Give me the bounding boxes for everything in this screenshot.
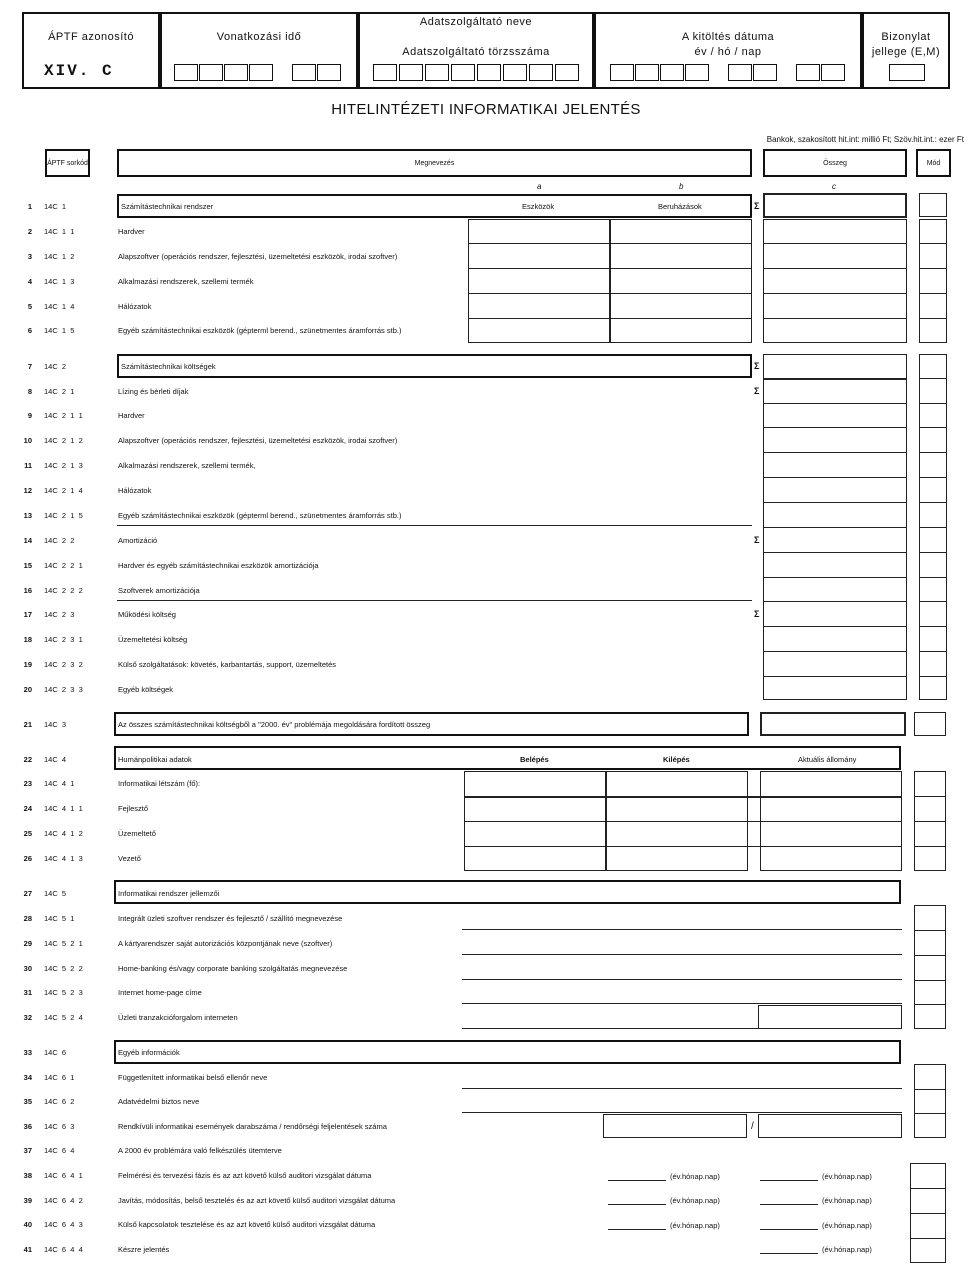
row-code: 14C 1 2 <box>44 252 75 261</box>
doc-type-label: Bizonylat <box>881 31 931 43</box>
row-label: Számítástechnikai költségek <box>121 362 216 371</box>
col-letter-b: b <box>679 182 684 191</box>
row-number: 19 <box>23 660 32 669</box>
current-col-label: Aktuális állomány <box>798 755 857 764</box>
row-label: Home-banking és/vagy corporate banking szolgáltatás megnevezése <box>118 964 348 973</box>
doc-type-box <box>862 12 950 89</box>
row-code: 14C 2 1 4 <box>44 486 83 495</box>
row-number: 4 <box>27 277 32 286</box>
row-label: Hardver <box>118 411 145 420</box>
total-grid[interactable] <box>763 219 907 343</box>
slash-separator: / <box>751 1121 754 1132</box>
row-label: A kártyarendszer saját autorizációs központjának neve (szoftver) <box>118 939 333 948</box>
row-label: Hálózatok <box>118 302 152 311</box>
row-code: 14C 2 1 <box>44 387 75 396</box>
row-code: 14C 2 3 <box>44 610 75 619</box>
investments-grid[interactable] <box>610 219 752 343</box>
row-label: Rendkívüli informatikai események darabszáma / rendőrségi feljelentések száma <box>118 1122 387 1131</box>
provider-reg-digit[interactable] <box>529 64 553 81</box>
date-hint: (év.hónap.nap) <box>670 1196 720 1205</box>
row-code: 14C 1 1 <box>44 227 75 236</box>
y2k-mode-input[interactable] <box>914 712 946 736</box>
row-code: 14C 2 3 3 <box>44 685 83 694</box>
date-digit[interactable] <box>796 64 820 81</box>
row-label: Informatikai rendszer jellemzői <box>118 889 220 898</box>
row-code: 14C 5 <box>44 889 67 898</box>
row-number: 10 <box>23 436 32 445</box>
row-code: 14C 4 1 2 <box>44 829 83 838</box>
row-label: A 2000 év problémára való felkészülés ütemterve <box>118 1146 282 1155</box>
row-code: 14C 2 1 2 <box>44 436 83 445</box>
date-digit[interactable] <box>660 64 684 81</box>
mode-header: Mód <box>916 149 951 177</box>
row-code: 14C 5 2 1 <box>44 939 83 948</box>
section-1-box <box>117 194 752 218</box>
date-hint: (év.hónap.nap) <box>670 1172 720 1181</box>
date-hint: (év.hónap.nap) <box>822 1245 872 1254</box>
period-box <box>160 12 358 89</box>
provider-reg-digit[interactable] <box>425 64 449 81</box>
section-5-box <box>114 880 901 904</box>
row-label: Felmérési és tervezési fázis és az azt követő külső auditori vizsgálat dátuma <box>118 1171 372 1180</box>
row-label: Számítástechnikai rendszer <box>121 202 214 211</box>
row-number: 22 <box>23 755 32 764</box>
row-number: 11 <box>24 461 32 470</box>
row-number: 40 <box>23 1220 32 1229</box>
row-number: 1 <box>27 202 32 211</box>
provider-reg-digit[interactable] <box>373 64 397 81</box>
sigma-mark: Σ <box>754 609 760 619</box>
mode-grid[interactable] <box>914 1064 946 1138</box>
units-note: Bankok, szakosított hit.int: millió Ft; Szöv.hit.int.: ezer Ft <box>766 135 964 144</box>
section-2-box <box>117 354 752 378</box>
row-label: Alkalmazási rendszerek, szellemi termék, <box>118 461 256 470</box>
row-number: 13 <box>23 511 32 520</box>
row-code: 14C 4 1 1 <box>44 804 83 813</box>
provider-reg-label: Adatszolgáltató törzsszáma <box>402 46 550 58</box>
row-code: 14C 6 4 <box>44 1146 75 1155</box>
row-label: Egyéb számítástechnikai eszközök (gépterml berend., szünetmentes áramforrás stb.) <box>118 326 402 335</box>
row-number: 8 <box>27 387 32 396</box>
row-label: Külső szolgáltatások: követés, karbantartás, support, üzemeltetés <box>118 660 337 669</box>
row-label: Hálózatok <box>118 486 152 495</box>
row-code: 14C 2 1 3 <box>44 461 83 470</box>
period-digit[interactable] <box>199 64 223 81</box>
row-number: 37 <box>23 1146 32 1155</box>
internet-transactions-input[interactable] <box>758 1005 902 1029</box>
row-number: 36 <box>23 1122 32 1131</box>
row-number: 35 <box>23 1097 32 1106</box>
row-label: Szoftverek amortizációja <box>118 586 200 595</box>
date-digit[interactable] <box>821 64 845 81</box>
row-number: 12 <box>23 486 32 495</box>
row-number: 7 <box>27 362 32 371</box>
mode-grid[interactable] <box>919 219 947 343</box>
row-label: Készre jelentés <box>118 1245 170 1254</box>
row-number: 2 <box>27 227 32 236</box>
row-label: Egyéb számítástechnikai eszközök (gépterml berend., szünetmentes áramforrás stb.) <box>118 511 402 520</box>
row-label: Hardver <box>118 227 145 236</box>
row-code: 14C 6 <box>44 1048 67 1057</box>
mode-grid[interactable] <box>914 905 946 1029</box>
row-code: 14C 4 1 <box>44 779 75 788</box>
aptf-id-value: XIV. C <box>44 62 114 80</box>
row-code: 14C 1 3 <box>44 277 75 286</box>
row-number: 6 <box>27 326 32 335</box>
row-code: 14C 6 4 1 <box>44 1171 83 1180</box>
row-code: 14C 5 2 2 <box>44 964 83 973</box>
police-reports-input[interactable] <box>758 1114 902 1138</box>
period-digit[interactable] <box>292 64 316 81</box>
row-label: Vezető <box>118 854 141 863</box>
date-format-label: év / hó / nap <box>694 46 762 58</box>
row-label: Az összes számítástechnikai költségből a "2000. év" problémája megoldására fordított összeg <box>118 720 431 729</box>
row-number: 34 <box>23 1073 32 1082</box>
row-code: 14C 6 4 4 <box>44 1245 83 1254</box>
row-label: Informatikai létszám (fő): <box>118 779 201 788</box>
row-code: 14C 6 4 3 <box>44 1220 83 1229</box>
investments-col-label: Beruházások <box>658 202 702 211</box>
row-code: 14C 5 1 <box>44 914 75 923</box>
date-hint: (év.hónap.nap) <box>822 1196 872 1205</box>
row-number: 15 <box>23 561 32 570</box>
row-code: 14C 2 2 2 <box>44 586 83 595</box>
period-digit[interactable] <box>224 64 248 81</box>
row-number: 20 <box>23 685 32 694</box>
row-number: 25 <box>23 829 32 838</box>
row-label: Integrált üzleti szoftver rendszer és fejlesztő / szállító megnevezése <box>118 914 343 923</box>
row-code: 14C 1 4 <box>44 302 75 311</box>
row-number: 23 <box>23 779 32 788</box>
period-digit[interactable] <box>317 64 341 81</box>
row-number: 38 <box>23 1171 32 1180</box>
aptf-id-label: ÁPTF azonosító <box>48 31 134 43</box>
provider-reg-digit[interactable] <box>503 64 527 81</box>
row-number: 14 <box>23 536 32 545</box>
row-code: 14C 1 5 <box>44 326 75 335</box>
date-digit[interactable] <box>685 64 709 81</box>
total-input[interactable] <box>763 193 907 218</box>
row-label: Javítás, módosítás, belső tesztelés és az azt követő külső auditori vizsgálat dátuma <box>118 1196 396 1205</box>
name-header: Megnevezés <box>117 149 752 177</box>
date-hint: (év.hónap.nap) <box>670 1221 720 1230</box>
row-number: 18 <box>23 635 32 644</box>
incidents-count-input[interactable] <box>603 1114 747 1138</box>
row-code: 14C 2 3 1 <box>44 635 83 644</box>
y2k-total-input[interactable] <box>760 712 906 736</box>
page-title: HITELINTÉZETI INFORMATIKAI JELENTÉS <box>331 101 641 118</box>
row-number: 28 <box>23 914 32 923</box>
row-code: 14C 5 2 3 <box>44 988 83 997</box>
row-label: Fejlesztő <box>118 804 149 813</box>
row-number: 26 <box>23 854 32 863</box>
date-hint: (év.hónap.nap) <box>822 1172 872 1181</box>
date-hint: (év.hónap.nap) <box>822 1221 872 1230</box>
period-digit[interactable] <box>174 64 198 81</box>
sigma-mark: Σ <box>754 201 760 211</box>
col-letter-c: c <box>832 182 836 191</box>
provider-reg-digit[interactable] <box>451 64 475 81</box>
row-code: 14C 4 1 3 <box>44 854 83 863</box>
row-label: Külső kapcsolatok tesztelése és az azt követő külső auditori vizsgálat dátuma <box>118 1220 376 1229</box>
period-digit[interactable] <box>249 64 273 81</box>
row-code: 14C 2 1 1 <box>44 411 83 420</box>
doc-type-label-2: jellege (E,M) <box>871 46 941 58</box>
date-box <box>594 12 862 89</box>
row-number: 5 <box>27 302 32 311</box>
section-4-box <box>114 746 901 770</box>
row-code-header: ÁPTF sorkód <box>45 149 90 177</box>
total-header: Összeg <box>763 149 907 177</box>
provider-reg-digit[interactable] <box>477 64 501 81</box>
exits-col-label: Kilépés <box>663 755 690 764</box>
row-number: 31 <box>23 988 32 997</box>
row-label: Alkalmazási rendszerek, szellemi termék <box>118 277 254 286</box>
row-label: Alapszoftver (operációs rendszer, fejlesztési, üzemeltetési eszközök, irodai szoftver) <box>118 252 398 261</box>
row-code: 14C 1 <box>44 202 67 211</box>
row-label: Működési költség <box>118 610 176 619</box>
row-label: Üzleti tranzakcióforgalom interneten <box>118 1013 238 1022</box>
row-code: 14C 4 <box>44 755 67 764</box>
row-label: Függetlenített informatikai belső ellenőr neve <box>118 1073 268 1082</box>
row-code: 14C 5 2 4 <box>44 1013 83 1022</box>
sigma-mark: Σ <box>754 361 760 371</box>
provider-reg-digit[interactable] <box>555 64 579 81</box>
sigma-mark: Σ <box>754 535 760 545</box>
period-label: Vonatkozási idő <box>216 31 302 43</box>
row-number: 29 <box>23 939 32 948</box>
assets-col-label: Eszközök <box>522 202 555 211</box>
date-digit[interactable] <box>753 64 777 81</box>
row-number: 24 <box>23 804 32 813</box>
row-label: Lízing és bérleti díjak <box>118 387 189 396</box>
row-code: 14C 6 1 <box>44 1073 75 1082</box>
date-label: A kitöltés dátuma <box>681 31 775 43</box>
row-label: Egyéb információk <box>118 1048 180 1057</box>
section-3-box <box>114 712 749 736</box>
row-label: Amortizáció <box>118 536 158 545</box>
row-number: 17 <box>23 610 32 619</box>
provider-box <box>358 12 594 89</box>
row-label: Üzemeltetési költség <box>118 635 188 644</box>
row-number: 32 <box>23 1013 32 1022</box>
doc-type-field[interactable] <box>889 64 925 81</box>
row-code: 14C 2 2 <box>44 536 75 545</box>
row-code: 14C 2 2 1 <box>44 561 83 570</box>
aptf-id-box <box>22 12 160 89</box>
section-6-box <box>114 1040 901 1064</box>
row-number: 21 <box>23 720 32 729</box>
row-number: 3 <box>27 252 32 261</box>
row-code: 14C 6 4 2 <box>44 1196 83 1205</box>
row-code: 14C 6 3 <box>44 1122 75 1131</box>
row-number: 39 <box>23 1196 32 1205</box>
date-digit[interactable] <box>610 64 634 81</box>
row-number: 41 <box>23 1245 32 1254</box>
row-code: 14C 2 1 5 <box>44 511 83 520</box>
row-label: Internet home-page címe <box>118 988 202 997</box>
date-digit[interactable] <box>635 64 659 81</box>
provider-reg-digit[interactable] <box>399 64 423 81</box>
col-letter-a: a <box>537 182 542 191</box>
row-code: 14C 2 <box>44 362 67 371</box>
row-number: 16 <box>23 586 32 595</box>
row-number: 33 <box>23 1048 32 1057</box>
row-code: 14C 6 2 <box>44 1097 75 1106</box>
row-label: Üzemeltető <box>118 829 156 838</box>
row-number: 9 <box>27 411 32 420</box>
row-label: Egyéb költségek <box>118 685 174 694</box>
date-digit[interactable] <box>728 64 752 81</box>
row-code: 14C 3 <box>44 720 67 729</box>
row-code: 14C 2 3 2 <box>44 660 83 669</box>
row-label: Adatvédelmi biztos neve <box>118 1097 200 1106</box>
assets-grid[interactable] <box>468 219 610 343</box>
sigma-mark: Σ <box>754 386 760 396</box>
provider-name-label: Adatszolgáltató neve <box>419 16 533 28</box>
row-label: Humánpolitikai adatok <box>118 755 192 764</box>
entries-col-label: Belépés <box>520 755 549 764</box>
row-number: 27 <box>23 889 32 898</box>
row-label: Alapszoftver (operációs rendszer, fejlesztési, üzemeltetési eszközök, irodai szoftver) <box>118 436 398 445</box>
mode-input[interactable] <box>919 193 947 217</box>
row-number: 30 <box>23 964 32 973</box>
row-label: Hardver és egyéb számítástechnikai eszközök amortizációja <box>118 561 319 570</box>
